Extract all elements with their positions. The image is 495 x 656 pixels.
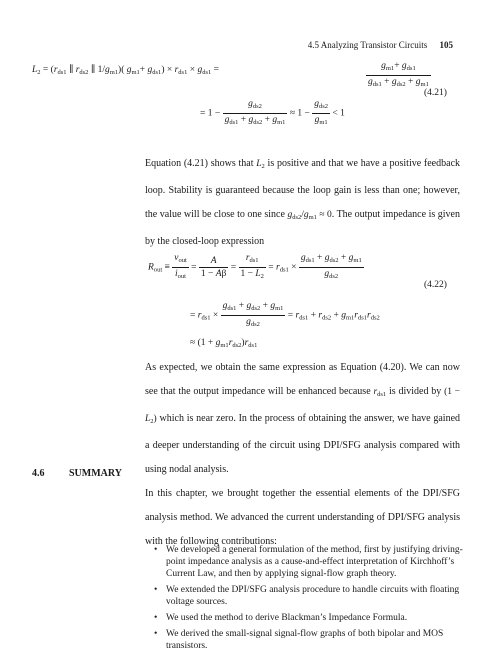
- section-heading: [32, 468, 122, 479]
- paragraph-1: Equation (4.21) shows that $L_2$ is positive and that we have a positive feedback loop. Stability is guaranteed because the loop gain is less than one; however, the value will be close to one since $g_{ds2}/g_{m1} \approx 0$. The output impedance is given by the closed-loop expression: [145, 158, 461, 247]
- rds1-symbol: $r_{ds1}$: [373, 387, 387, 398]
- equation-4-21-fraction1: $\frac{g_{m1}+ g_{ds1}}{g_{ds1} + g_{ds2} + g_{m1}}$: [368, 61, 429, 88]
- ratio-expression: $g_{ds2}/g_{m1} \approx 0$: [287, 210, 332, 221]
- section-title: SUMMARY: [69, 468, 122, 479]
- running-header: [308, 40, 453, 50]
- equation-4-22-number: (4.22): [424, 280, 447, 290]
- header-section: 4.5 Analyzing Transistor Circuits: [307, 40, 428, 50]
- page-number: 105: [439, 40, 453, 50]
- list-item: • We used the method to derive Blackman’s Impedance Formula.: [152, 612, 464, 624]
- list-item: • We extended the DPI/SFG analysis procedure to handle circuits with floating voltage sources.: [152, 584, 464, 608]
- loop-gain-symbol: $L_2$: [256, 159, 265, 170]
- equation-4-22-line1: $R_{out}$ ≡ $\frac{v_{out}}{i_{out}}$ = $\frac{A}{1 - A\beta}$ = $\frac{r_{ds1}}{1 - L_2}$ = $r_{ds1}$ × $\frac{g_{ds1} + g_{ds2} + g_{m1}}{g_{ds2}}$: [148, 253, 362, 280]
- list-item: • We developed a general formulation of the method, first by justifying driving-point impedance analysis as a cause-and-effect interpretation of Kirchhoff’s Current Law, and then by applying signal-flow graph theory.: [152, 544, 464, 580]
- section-number: 4.6: [32, 468, 45, 479]
- summary-paragraph: In this chapter, we brought together the essential elements of the DPI/SFG analysis method. We advanced the current understanding of DPI/SFG analysis with the following contributions:: [145, 488, 460, 547]
- equation-4-22-line3: ≈ $(1 + g_{m1}r_{ds2})r_{ds1}$: [190, 338, 258, 349]
- contributions-list: [152, 544, 464, 656]
- list-item: • We derived the small-signal signal-flow graphs of both bipolar and MOS transistors.: [152, 628, 464, 652]
- equation-4-21-number: (4.21): [424, 88, 447, 98]
- paragraph-2: As expected, we obtain the same expression as Equation (4.20). We can now see that the output impedance will be enhanced because $r_{ds1}$ is divided by $(1 - L_2)$ which is near zero. In the process of obtaining the answer, we have gained a deeper understanding of the circuit using DPI/SFG analysis compared with using nodal analysis.: [145, 362, 461, 475]
- one-minus-l2: $(1 - L_2)$: [145, 387, 461, 425]
- equation-4-21-line1: $L_2 = (r_{ds1}$ ∥ $r_{ds2}$ ∥ $1/g_{m1}$)( $g_{m1}+ g_{ds1}) \times r_{ds1} \times g_{ds1}$ =: [32, 65, 219, 76]
- equation-4-22-line2: = $r_{ds1}$ × $\frac{g_{ds1} + g_{ds2} + g_{m1}}{g_{ds2}}$ = $r_{ds1} + r_{ds2} + g_{m1}r_{ds1}r_{ds2}$: [190, 301, 380, 328]
- equation-4-21-line2: = 1 − $\frac{g_{ds2}}{g_{ds1} + g_{ds2} + g_{m1}}$ ≈ 1 − $\frac{g_{ds2}}{g_{m1}}$ < 1: [200, 99, 345, 126]
